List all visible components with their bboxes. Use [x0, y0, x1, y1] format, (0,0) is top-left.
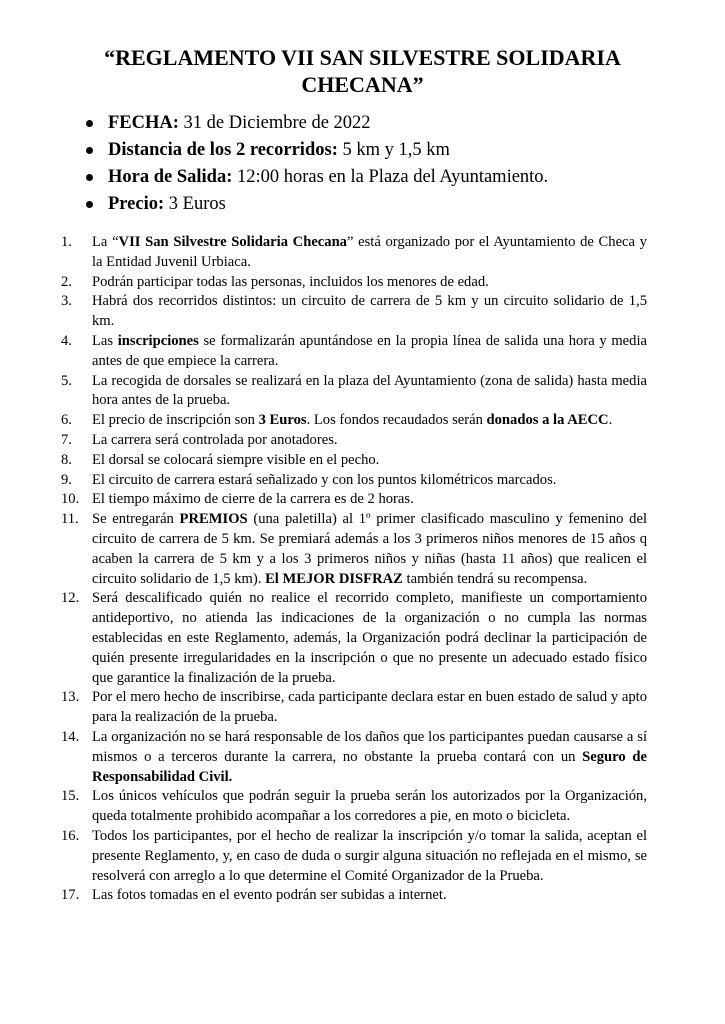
rule-text: Las fotos tomadas en el evento podrán ser subidas a internet. [92, 887, 447, 904]
rule-item [61, 886, 647, 906]
info-value: 12:00 horas en la Plaza del Ayuntamiento. [232, 167, 549, 187]
rule-text-bold: inscripciones [117, 332, 199, 349]
rule-text: La carrera será controlada por anotadores. [92, 431, 338, 448]
rule-number: 4. [61, 332, 72, 349]
rule-item [61, 728, 647, 787]
rule-text: Todos los participantes, por el hecho de realizar la inscripción y/o tomar la salida, aceptan el presente Reglamento, y, en caso de duda o surgir alguna situación no reflejada en el mismo, se resolverá con arreglo a lo que determine el Comité Organizador de la Prueba. [92, 827, 647, 884]
rule-text-bold: PREMIOS [179, 511, 248, 528]
rule-item [61, 688, 647, 728]
rule-item [61, 372, 647, 412]
rule-text-bold: donados a la AECC [486, 412, 609, 429]
rule-text: Por el mero hecho de inscribirse, cada participante declara estar en buen estado de salud y apto para la realización de la prueba. [92, 689, 647, 726]
rule-item [61, 787, 647, 827]
rule-text: Habrá dos recorridos distintos: un circuito de carrera de 5 km y un circuito solidario de 1,5 km. [92, 293, 647, 330]
rule-text: El dorsal se colocará siempre visible en el pecho. [92, 451, 380, 468]
rule-number: 8. [61, 451, 72, 468]
rule-text: Podrán participar todas las personas, incluidos los menores de edad. [92, 273, 489, 290]
info-label: Precio: [108, 194, 165, 214]
rule-number: 11. [61, 511, 79, 528]
event-info-item-start-time [108, 164, 548, 191]
rule-item [61, 431, 647, 451]
rule-text: Será descalificado quién no realice el recorrido completo, manifieste un comportamiento antideportivo, no atienda las indicaciones de la organización o no cumpla las normas establecidas en este Reglamento, además, la Organización podrá declinar la participación de quién presente irregularidades en la inscripción o que no presente un adecuado estado físico que garantice la finalización de la prueba. [92, 590, 647, 686]
bullet-icon [86, 120, 93, 127]
rule-item [61, 451, 647, 471]
rule-text: ” está organizado por el Ayuntamiento de Checa y la Entidad Juvenil Urbiaca. [92, 234, 647, 270]
rule-text: (una paletilla) al 1º primer clasificado masculino y femenino del circuito de carrera de 5 km. Se premiará además a los 3 primeros niños menores de 15 años q acaben la carrera de 5 km y a los 3 primeros niños y niñas (hasta 11 años) que realicen el circuito solidario de 1,5 km). [92, 511, 647, 587]
rule-text: también tendrá su recompensa. [402, 570, 588, 587]
rule-number: 9. [61, 471, 72, 488]
info-label: FECHA: [108, 113, 179, 133]
rule-number: 12. [61, 590, 80, 607]
rule-number: 6. [61, 412, 72, 429]
rule-item [61, 827, 647, 886]
event-info-item-date [108, 110, 548, 137]
rule-text: Las [92, 332, 118, 349]
rule-item [61, 332, 647, 372]
rule-text: El tiempo máximo de cierre de la carrera es de 2 horas. [92, 491, 414, 508]
bullet-icon [86, 147, 93, 154]
rule-text-bold: VII San Silvestre Solidaria Checana [118, 234, 347, 250]
rule-text: El circuito de carrera estará señalizado y con los puntos kilométricos marcados. [92, 471, 557, 488]
rule-text: El precio de inscripción son [92, 412, 259, 429]
rule-text: . Los fondos recaudados serán [306, 412, 487, 429]
info-label: Hora de Salida: [108, 167, 233, 187]
rule-text: La “ [92, 234, 119, 250]
rule-number: 16. [61, 827, 80, 844]
rule-number: 13. [61, 689, 80, 706]
event-info-item-price [108, 191, 548, 218]
rule-item [61, 510, 647, 589]
event-info-item-distance [108, 137, 548, 164]
rule-number: 5. [61, 372, 72, 389]
rule-number: 1. [61, 234, 72, 250]
info-value: 3 Euros [164, 194, 226, 214]
bullet-icon [86, 201, 93, 208]
rule-text: La organización no se hará responsable de los daños que los participantes puedan causarse a sí mismos o a terceros durante la carrera, no obstante la prueba contará con un [92, 728, 647, 765]
rules-list [61, 233, 647, 906]
rule-text: La recogida de dorsales se realizará en la plaza del Ayuntamiento (zona de salida) hasta media hora antes de la prueba. [92, 372, 647, 409]
rule-text: Los únicos vehículos que podrán seguir la prueba serán los autorizados por la Organización, queda totalmente prohibido acompañar a los corredores a pie, en moto o bicicleta. [92, 788, 647, 825]
rule-text-bold: 3 Euros [258, 412, 307, 429]
rule-text-bold: Seguro de Responsabilidad Civil. [92, 748, 648, 785]
rule-item [61, 490, 647, 510]
rule-text: Se entregarán [92, 511, 180, 528]
rule-number: 2. [61, 273, 72, 290]
info-label: Distancia de los 2 recorridos: [108, 140, 338, 160]
rule-number: 10. [61, 491, 80, 508]
rule-item [61, 471, 647, 491]
document-title: “REGLAMENTO VII SAN SILVESTRE SOLIDARIA CHECANA” [104, 45, 621, 97]
rule-item [61, 411, 647, 431]
rule-text-bold: El MEJOR DISFRAZ [265, 570, 403, 587]
rule-item [61, 292, 647, 332]
rule-item [61, 589, 647, 688]
rule-item [61, 273, 647, 293]
rule-number: 7. [61, 431, 72, 448]
event-info-list [108, 110, 548, 218]
rule-item [61, 233, 647, 273]
rule-number: 15. [61, 788, 80, 805]
rule-number: 17. [61, 887, 80, 904]
rule-number: 14. [61, 728, 80, 745]
rule-text: se formalizarán apuntándose en la propia línea de salida una hora y media antes de que empiece la carrera. [92, 332, 647, 369]
rule-number: 3. [61, 293, 72, 310]
bullet-icon [86, 174, 93, 181]
info-value: 5 km y 1,5 km [337, 140, 450, 160]
info-value: 31 de Diciembre de 2022 [178, 113, 371, 133]
rule-text: . [608, 412, 613, 429]
